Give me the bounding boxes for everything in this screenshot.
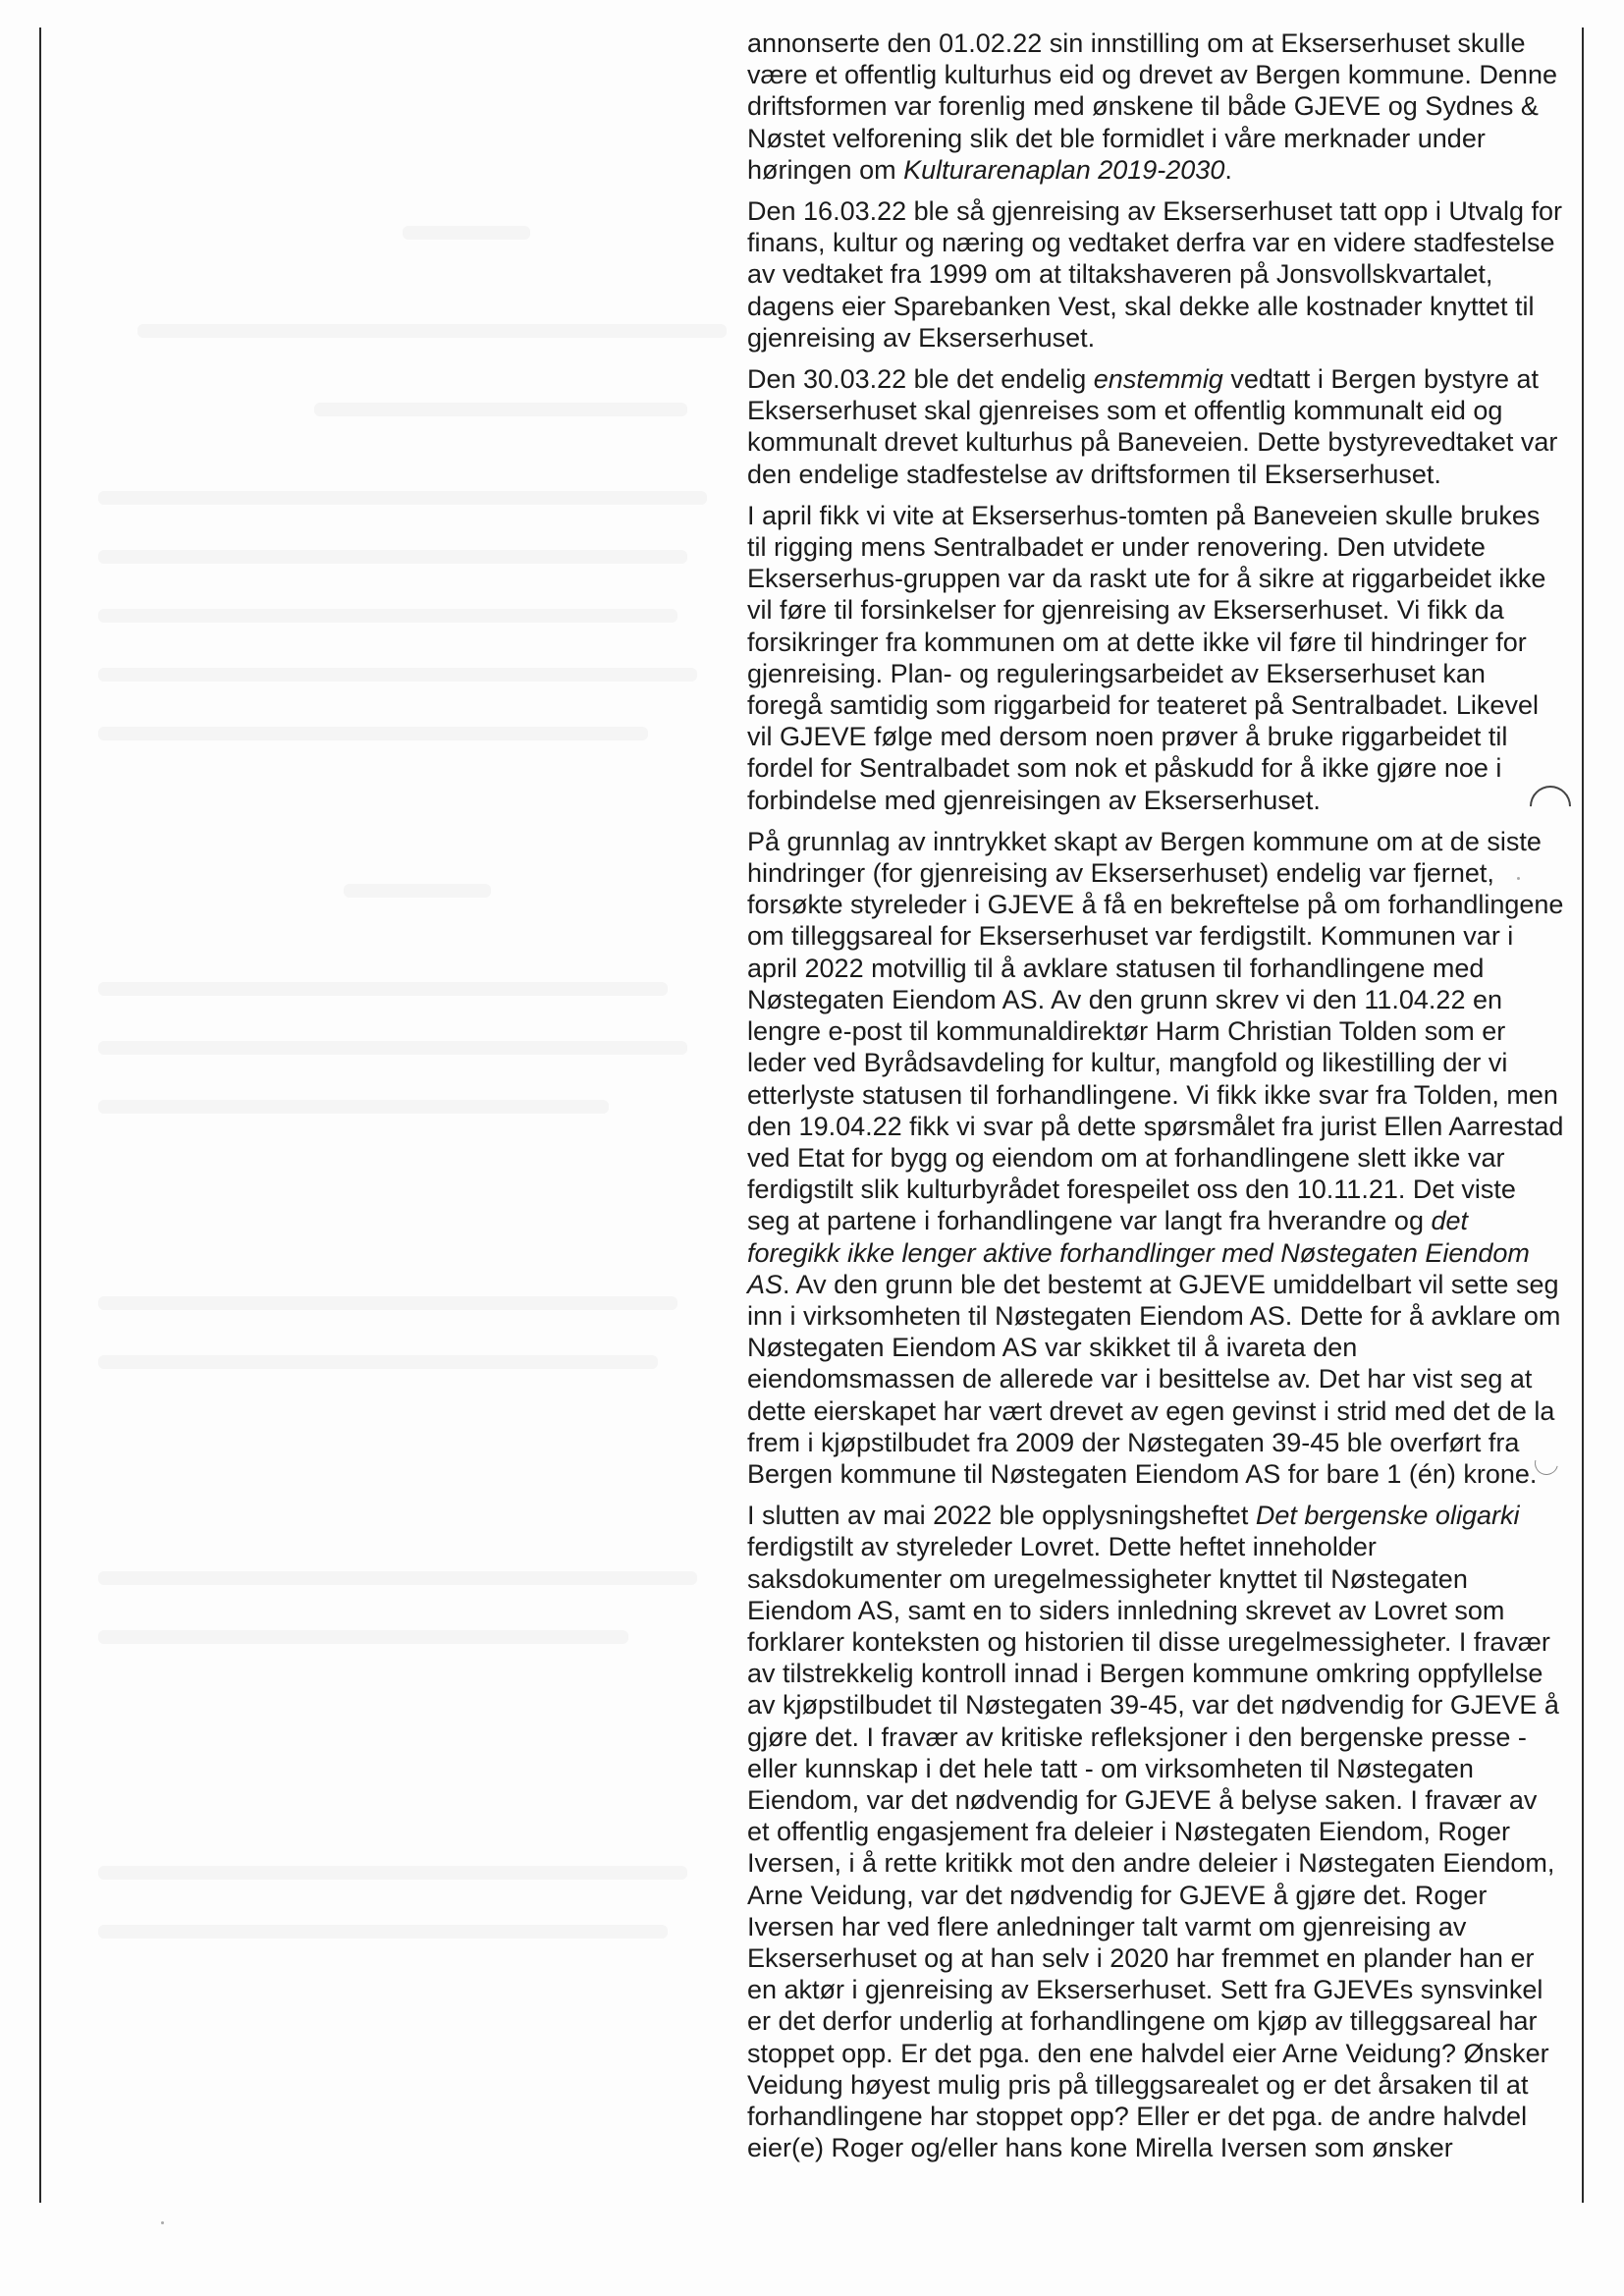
left-margin-rule (39, 27, 41, 2203)
italic-text: enstemmig (1093, 364, 1223, 395)
ghost-text-line (98, 550, 687, 564)
right-margin-rule (1582, 27, 1584, 2203)
italic-text: det foregikk ikke lenger aktive forhandlinger med Nøstegaten Eiendom AS (747, 1206, 1530, 1299)
paragraph (747, 826, 1582, 1490)
ghost-text-line (98, 609, 677, 623)
ghost-text-line (137, 324, 727, 338)
ghost-text-line (314, 403, 687, 416)
text-segment: annonserte den 01.02.22 sin innstilling om at Ekserserhuset skulle være et offentlig kulturhus eid og drevet av Bergen kommune. Denne driftsformen var forenlig med ønskene til både GJEVE og Sydnes & Nøstet velforening slik det ble formidlet i våre merknader under høringen om (747, 28, 1557, 185)
text-segment: . Av den grunn ble det bestemt at GJEVE umiddelbart vil sette seg inn i virksomheten til Nøstegaten Eiendom AS. Dette for å avklare om Nøstegaten Eiendom AS var skikket til å ivareta den eiendomsmassen de allerede var i besittelse av. Det har vist seg at dette eierskapet har vært drevet av egen gevinst i strid med det de la frem i kjøpstilbudet fra 2009 der Nøstegaten 39-45 ble overført fra Bergen kommune til Nøstegaten Eiendom AS for bare 1 (én) krone. (747, 1269, 1561, 1489)
ghost-text-line (98, 1571, 697, 1585)
text-segment: Den 16.03.22 ble så gjenreising av Ekserserhuset tatt opp i Utvalg for finans, kultur og næring og vedtaket derfra var en videre stadfestelse av vedtaket fra 1999 om at tiltakshaveren på Jonsvollskvartalet, dagens eier Sparebanken Vest, skal dekke alle kostnader knyttet til gjenreising av Ekserserhuset. (747, 196, 1562, 353)
text-segment: I slutten av mai 2022 ble opplysningsheftet (747, 1501, 1256, 1531)
ghost-text-line (98, 1355, 658, 1369)
scan-speck (1517, 877, 1520, 880)
text-segment: . (1224, 154, 1232, 185)
ghost-text-line (98, 491, 707, 505)
italic-text: Kulturarenaplan 2019-2030 (903, 154, 1225, 185)
paragraph (747, 1500, 1582, 2163)
ghost-text-line (98, 1630, 628, 1644)
text-segment: Den 30.03.22 ble det endelig (747, 364, 1094, 395)
italic-text: Det bergenske oligarki (1255, 1501, 1520, 1531)
ghost-text-line (403, 226, 530, 240)
text-segment: vedtatt i Bergen bystyre at Ekserserhuset skal gjenreises som et offentlig kommunalt eid og kommunalt drevet kulturhus på Baneveien. Dette bystyrevedtaket var den endelige stadfestelse av driftsformen til Ekserserhuset. (747, 364, 1558, 489)
text-segment: ferdigstilt av styreleder Lovret. Dette heftet inneholder saksdokumenter om uregelmessigheter knyttet til Nøstegaten Eiendom AS, samt en to siders innledning skrevet av Lovret som forklarer konteksten og historien til disse uregelmessigheter. I fravær av tilstrekkelig kontroll innad i Bergen kommune omkring oppfyllelse av kjøpstilbudet til Nøstegaten 39-45, var det nødvendig for GJEVE å gjøre det. I fravær av kritiske refleksjoner i den bergenske presse - eller kunnskap i det hele tatt - om virksomheten til Nøstegaten Eiendom, var det nødvendig for GJEVE å belyse saken. I fravær av et offentlig engasjement fra deleier i Nøstegaten Eiendom, Roger Iversen, i å rette kritikk mot den andre deleier i Nøstegaten Eiendom, Arne Veidung, var det nødvendig for GJEVE å gjøre det. Roger Iversen har ved flere anledninger talt varmt om gjenreising av Ekserserhuset og at han selv i 2020 har fremmet en plander han er en aktør i gjenreising av Ekserserhuset. Sett fra GJEVEs synsvinkel er det derfor underlig at forhandlingene om kjøp av tilleggsareal har stoppet opp. Er det pga. den ene halvdel eier Arne Veidung? Ønsker Veidung høyest mulig pris på tilleggsarealet og er det årsaken til at forhandlingene har stoppet opp? Eller er det pga. de andre halvdel eier(e) Roger og/eller hans kone Mirella Iversen som ønsker (747, 1532, 1559, 2163)
ghost-text-line (98, 1296, 677, 1310)
ghost-text-line (98, 1041, 687, 1055)
text-segment: På grunnlag av inntrykket skapt av Bergen kommune om at de siste hindringer (for gjenreising av Ekserserhuset) endelig var fjernet, forsøkte styreleder i GJEVE å få en bekreftelse på om forhandlingene om tilleggsareal for Ekserserhuset var ferdigstilt. Kommunen var i april 2022 motvillig til å avklare statusen til forhandlingene med Nøstegaten Eiendom AS. Av den grunn skrev vi den 11.04.22 en lengre e-post til kommunaldirektør Harm Christian Tolden som er leder ved Byrådsavdeling for kultur, mangfold og likestilling der vi etterlyste statusen til forhandlingene. Vi fikk ikke svar fra Tolden, men den 19.04.22 fikk vi svar på dette spørsmålet fra jurist Ellen Aarrestad ved Etat for bygg og eiendom om at forhandlingene slett ikke var ferdigstilt slik kulturbyrådet forespeilet oss den 10.11.21. Det viste seg at partene i forhandlingene var langt fra hverandre og (747, 826, 1564, 1236)
faded-left-column (79, 39, 707, 2180)
ghost-text-line (344, 884, 491, 898)
body-text-column (747, 27, 1582, 2173)
paragraph (747, 195, 1582, 354)
ghost-text-line (98, 668, 697, 682)
paragraph (747, 363, 1582, 490)
ghost-text-line (98, 1925, 668, 1939)
ghost-text-line (98, 1100, 609, 1114)
paragraph (747, 500, 1582, 816)
ghost-text-line (98, 727, 648, 740)
text-segment: I april fikk vi vite at Ekserserhus-tomten på Baneveien skulle brukes til rigging mens Sentralbadet er under renovering. Den utvidete Ekserserhus-gruppen var da raskt ute for å sikre at riggarbeidet ikke vil føre til forsinkelser for gjenreising av Ekserserhuset. Vi fikk da forsikringer fra kommunen om at dette ikke vil føre til hindringer for gjenreising. Plan- og reguleringsarbeidet av Ekserserhuset kan foregå samtidig som riggarbeid for teateret på Sentralbadet. Likevel vil GJEVE følge med dersom noen prøver å bruke riggarbeidet til fordel for Sentralbadet som nok et påskudd for å ikke gjøre noe i forbindelse med gjenreisingen av Ekserserhuset. (747, 500, 1546, 815)
paragraph (747, 27, 1582, 186)
ghost-text-line (98, 1866, 687, 1880)
scan-speck (161, 2221, 164, 2224)
ghost-text-line (98, 982, 668, 996)
